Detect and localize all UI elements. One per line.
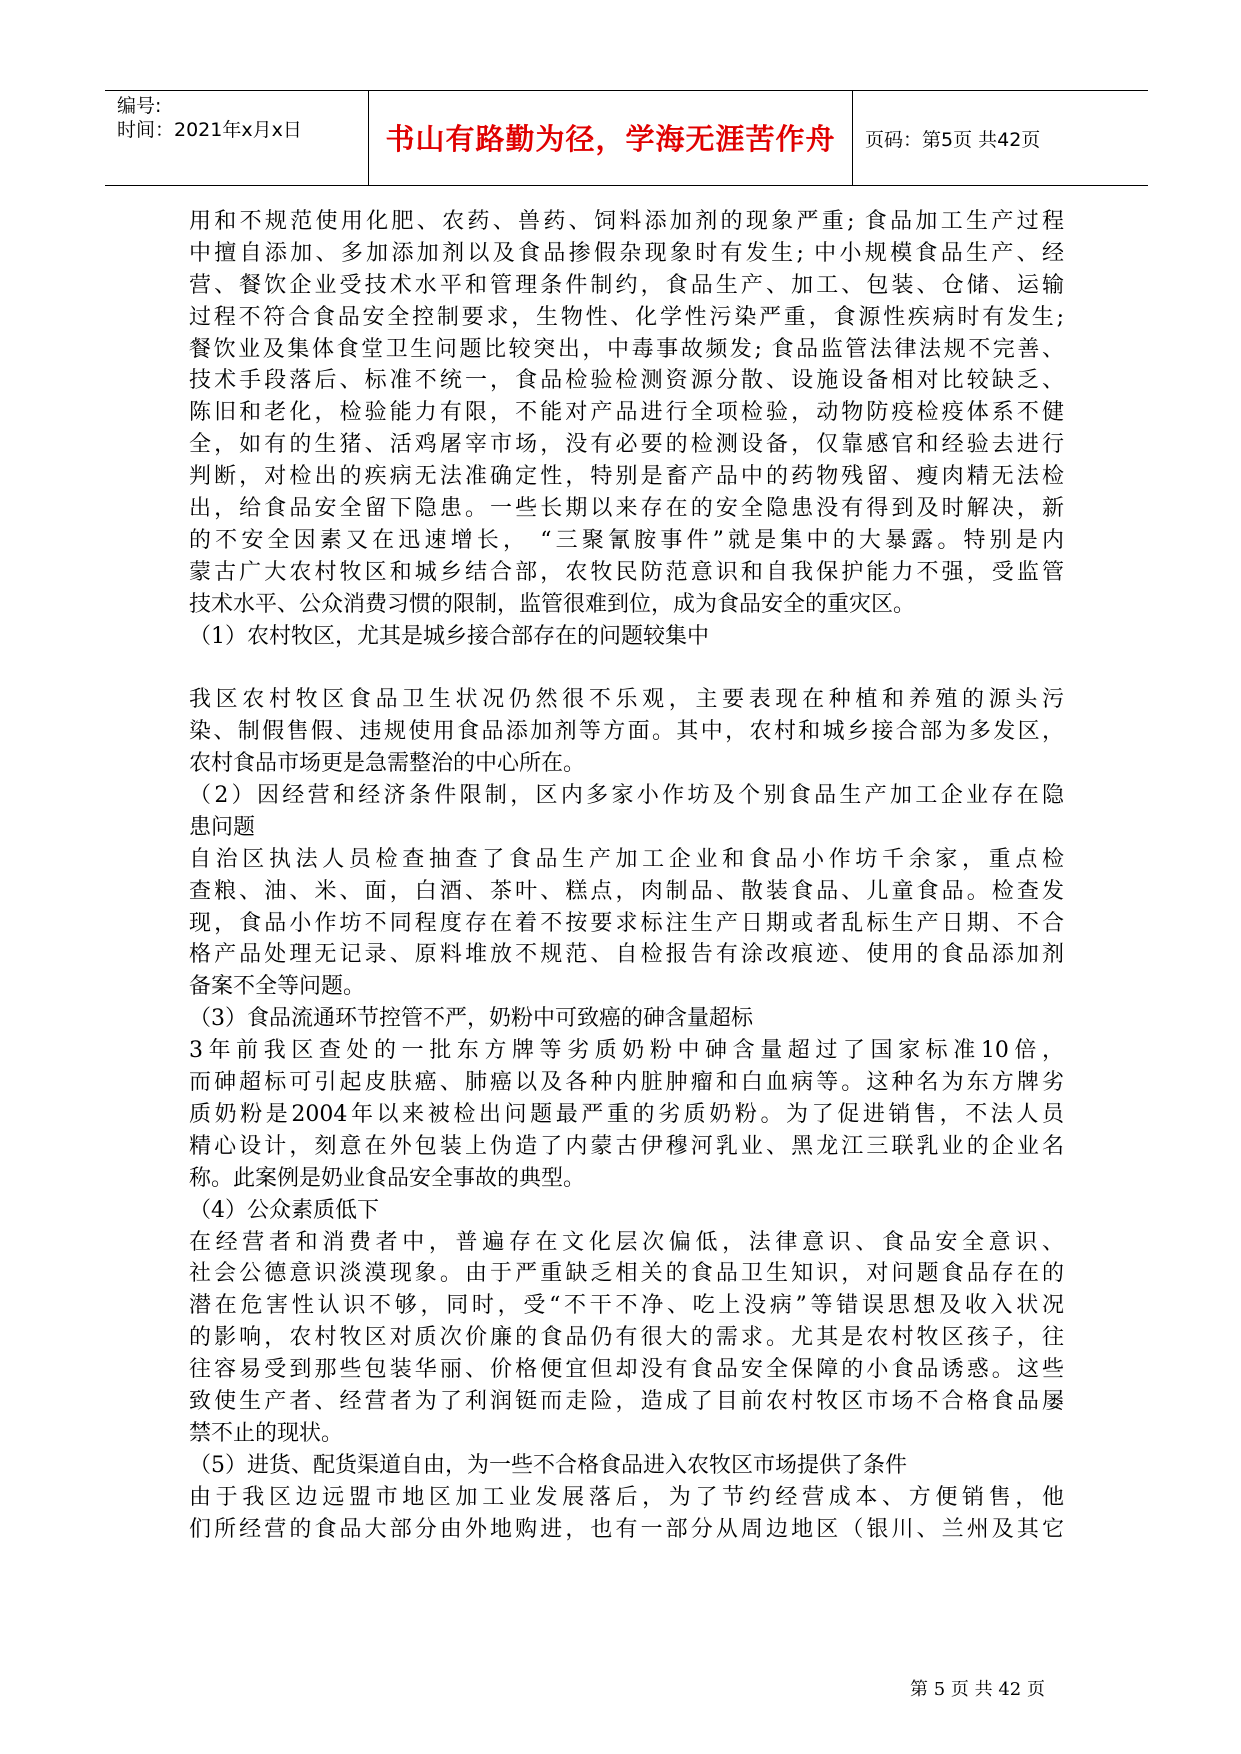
body-line: 陈旧和老化，检验能力有限，不能对产品进行全项检验，动物防疫检疫体系不健 — [189, 400, 1064, 426]
body-line: 由于我区边远盟市地区加工业发展落后，为了节约经营成本、方便销售，他 — [189, 1484, 1064, 1510]
body-line: 往容易受到那些包装华丽、价格便宜但却没有食品安全保障的小食品诱惑。这些 — [189, 1357, 1064, 1383]
header-page-cell — [853, 91, 1148, 185]
body-line: 致使生产者、经营者为了利润铤而走险，造成了目前农村牧区市场不合格食品屡 — [189, 1388, 1064, 1414]
body-line: （1）农村牧区，尤其是城乡接合部存在的问题较集中 — [189, 623, 709, 649]
body-line: 技术手段落后、标准不统一，食品检验检测资源分散、设施设备相对比较缺乏、 — [189, 368, 1064, 394]
body-line: 查粮、油、米、面，白酒、茶叶、糕点，肉制品、散装食品、儿童食品。检查发 — [189, 878, 1064, 904]
body-line: 中擅自添加、多加添加剂以及食品掺假杂现象时有发生; 中小规模食品生产、经 — [189, 240, 1064, 266]
body-line: 格产品处理无记录、原料堆放不规范、自检报告有涂改痕迹、使用的食品添加剂 — [189, 942, 1064, 968]
body-line: 精心设计，刻意在外包装上伪造了内蒙古伊穆河乳业、黑龙江三联乳业的企业名 — [189, 1133, 1064, 1159]
body-line: 称。此案例是奶业食品安全事故的典型。 — [189, 1165, 586, 1191]
body-line: （5）进货、配货渠道自由，为一些不合格食品进入农牧区市场提供了条件 — [189, 1452, 907, 1478]
body-line: （2）因经营和经济条件限制，区内多家小作坊及个别食品生产加工企业存在隐 — [189, 783, 1064, 809]
body-line: 用和不规范使用化肥、农药、兽药、饲料添加剂的现象严重; 食品加工生产过程 — [189, 209, 1064, 234]
body-line: 我区农村牧区食品卫生状况仍然很不乐观，主要表现在种植和养殖的源头污 — [189, 687, 1064, 713]
body-line: 餐饮业及集体食堂卫生问题比较突出，中毒事故频发; 食品监管法律法规不完善、 — [189, 336, 1064, 362]
body-line: （3）食品流通环节控管不严，奶粉中可致癌的砷含量超标 — [189, 1006, 753, 1032]
body-line: 过程不符合食品安全控制要求，生物性、化学性污染严重，食源性疾病时有发生; — [189, 304, 1064, 330]
header-motto: 书山有路勤为径，学海无涯苦作舟 — [385, 122, 836, 156]
body-line: 蒙古广大农村牧区和城乡结合部，农牧民防范意识和自我保护能力不强，受监管 — [189, 559, 1064, 585]
body-line: 的不安全因素又在迅速增长， “三聚氰胺事件”就是集中的大暴露。特别是内 — [189, 527, 1064, 553]
body-line: 社会公德意识淡漠现象。由于严重缺乏相关的食品卫生知识，对问题食品存在的 — [189, 1261, 1064, 1287]
body-line: 潜在危害性认识不够，同时，受“不干不净、吃上没病”等错误思想及收入状况 — [189, 1293, 1064, 1319]
body-line: 在经营者和消费者中，普遍存在文化层次偏低，法律意识、食品安全意识、 — [189, 1229, 1064, 1255]
body-line: 现，食品小作坊不同程度存在着不按要求标注生产日期或者乱标生产日期、不合 — [189, 910, 1064, 936]
body-line: 出，给食品安全留下隐患。一些长期以来存在的安全隐患没有得到及时解决，新 — [189, 496, 1064, 522]
body-line: 染、制假售假、违规使用食品添加剂等方面。其中，农村和城乡接合部为多发区， — [189, 719, 1064, 745]
body-line: 判断，对检出的疾病无法准确定性，特别是畜产品中的药物残留、瘦肉精无法检 — [189, 464, 1064, 490]
body-line: 营、餐饮企业受技术水平和管理条件制约，食品生产、加工、包装、仓储、运输 — [189, 272, 1064, 298]
body-line: 的影响，农村牧区对质次价廉的食品仍有很大的需求。尤其是农村牧区孩子，往 — [189, 1325, 1064, 1351]
header-meta-cell — [105, 91, 369, 185]
body-line: 患问题 — [189, 814, 256, 840]
document-number-label: 编号: — [117, 95, 162, 117]
body-line — [189, 652, 1064, 684]
body-line: 备案不全等问题。 — [189, 974, 366, 1000]
body-line: 们所经营的食品大部分由外地购进，也有一部分从周边地区（银川、兰州及其它 — [189, 1516, 1064, 1542]
page-header — [105, 90, 1148, 186]
header-motto-cell — [369, 91, 853, 185]
body-line: 而砷超标可引起皮肤癌、肺癌以及各种内脏肿瘤和白血病等。这种名为东方牌劣 — [189, 1070, 1064, 1096]
document-body — [189, 206, 1064, 1545]
body-line: 质奶粉是2004年以来被检出问题最严重的劣质奶粉。为了促进销售，不法人员 — [189, 1101, 1064, 1127]
body-line: 自治区执法人员检查抽查了食品生产加工企业和食品小作坊千余家，重点检 — [189, 846, 1064, 872]
page-footer: 第 5 页 共 42 页 — [910, 1679, 1045, 1700]
body-line: 3年前我区查处的一批东方牌等劣质奶粉中砷含量超过了国家标准10倍， — [189, 1038, 1064, 1064]
header-page-code: 页码：第5页 共42页 — [865, 129, 1041, 151]
body-line: 全，如有的生猪、活鸡屠宰市场，没有必要的检测设备，仅靠感官和经验去进行 — [189, 432, 1064, 458]
body-line: 农村食品市场更是急需整治的中心所在。 — [189, 751, 586, 777]
body-line: 禁不止的现状。 — [189, 1420, 344, 1446]
body-line: 技术水平、公众消费习惯的限制，监管很难到位，成为食品安全的重灾区。 — [189, 591, 916, 617]
body-line: （4）公众素质低下 — [189, 1197, 379, 1223]
document-time-label: 时间：2021年x月x日 — [117, 119, 302, 141]
